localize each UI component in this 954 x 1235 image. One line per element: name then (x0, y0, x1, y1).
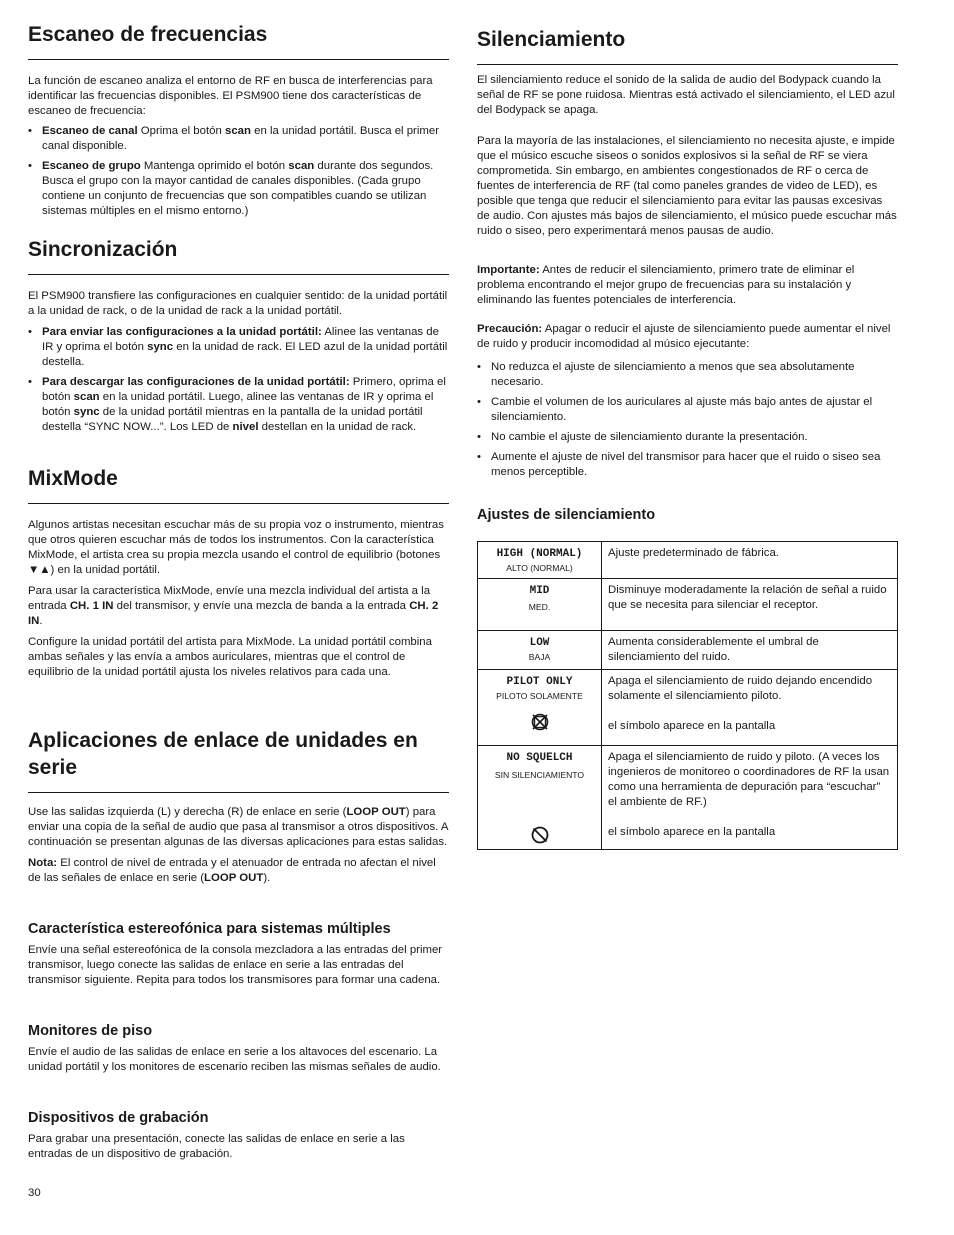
heading-estereo: Característica estereofónica para sistemas múltiples (28, 921, 391, 937)
heading-monitores: Monitores de piso (28, 1023, 153, 1039)
estereo-text: Envíe una señal estereofónica de la consola mezcladora a las entradas del primer transmisor, luego conecte las salidas de enlace en serie a las entradas del transmisor siguiente. Repita para todos los transmisores para formar una cadena. (28, 944, 443, 986)
list-item: • Para enviar las configuraciones a la unidad portátil: Alinee las ventanas de IR y oprima el botón sync en la unidad de rack. El LED azul de la unidad portátil destella. (28, 325, 449, 370)
sincronizacion-intro: El PSM900 transfiere las configuraciones en cualquier sentido: de la unidad portátil a la unidad de rack, o de la unidad de rack a la unidad portátil. (28, 290, 448, 317)
mixmode-p1: Algunos artistas necesitan escuchar más de su propia voz o instrumento, mientras que otros quieren escuchar más de todos los instrumentos. Con la característica MixMode, el artista crea su propia mezcla usando el control de equilibrio (botones ▼▲) en la unidad portátil. (28, 519, 444, 576)
list-item: • Aumente el ajuste de nivel del transmisor para hacer que el ruido o siseo sea menos perceptible. (477, 450, 898, 480)
page-number: 30 (28, 1187, 41, 1199)
subsection-estereo (28, 920, 449, 988)
section-sincronizacion (28, 237, 449, 275)
table-row (478, 670, 898, 746)
heading-mixmode: MixMode (28, 466, 449, 504)
desc-cell: Disminuye moderadamente la relación de señal a ruido que se necesita para silenciar el receptor. (602, 579, 898, 631)
list-item: • Escaneo de canal Oprima el botón scan en la unidad portátil. Busca el primer canal disponible. (28, 124, 449, 154)
desc-cell: Apaga el silenciamiento de ruido y piloto. (A veces los ingenieros de monitoreo o coordinadores de RF la usan como una herramienta de depuración para “escuchar” el ambiente de RF.) el símbolo aparece en la pantalla (602, 746, 898, 850)
no-squelch-icon (530, 825, 550, 845)
heading-enlace: Aplicaciones de enlace de unidades en serie (28, 727, 449, 793)
pilot-only-icon (530, 712, 550, 732)
enlace-body (28, 805, 449, 886)
grabacion-text: Para grabar una presentación, conecte las salidas de enlace en serie a las entradas de un dispositivo de grabación. (28, 1133, 405, 1160)
enlace-p1: Use las salidas izquierda (L) y derecha (R) de enlace en serie (LOOP OUT) para enviar una copia de la señal de audio que pasa al transmisor a otros dispositivos. A continuación se presentan algunas de las diversas aplicaciones para estas salidas. (28, 806, 448, 848)
heading-sincronizacion: Sincronización (28, 237, 449, 275)
subsection-grabacion (28, 1109, 449, 1162)
precaucion-note: Precaución: Apagar o reducir el ajuste de silenciamiento puede aumentar el nivel de ruido y producir incomodidad al músico ejecutante: (477, 323, 891, 350)
table-row (478, 579, 898, 631)
mode-cell: MID MED. (478, 579, 602, 631)
heading-grabacion: Dispositivos de grabación (28, 1110, 209, 1126)
mixmode-body (28, 518, 449, 680)
silenciamiento-p1: El silenciamiento reduce el sonido de la salida de audio del Bodypack cuando la señal de RF se pone ruidosa. Mientras está activado el silenciamiento, el LED azul del Bodypack se apaga. (477, 74, 895, 116)
table-row (478, 746, 898, 850)
table-heading: Ajustes de silenciamiento (477, 507, 656, 523)
list-item: • Escaneo de grupo Mantenga oprimido el botón scan durante dos segundos. Busca el grupo con la mayor cantidad de canales disponibles. (Cada grupo contiene un conjunto de frecuencias que son compatibles cuando se utilizan sistemas múltiples en el mismo entorno.) (28, 159, 449, 219)
mixmode-p2: Para usar la característica MixMode, envíe una mezcla individual del artista a la entrada CH. 1 IN del transmisor, y envíe una mezcla de banda a la entrada CH. 2 IN. (28, 585, 439, 627)
subsection-monitores (28, 1022, 449, 1075)
list-item: • No reduzca el ajuste de silenciamiento a menos que sea absolutamente necesario. (477, 360, 898, 390)
mode-cell: NO SQUELCH SIN SILENCIAMIENTO (478, 746, 602, 850)
mode-cell: HIGH (NORMAL) ALTO (NORMAL) (478, 542, 602, 579)
desc-cell: Aumenta considerablemente el umbral de silenciamiento del ruido. (602, 631, 898, 670)
mode-cell: LOW BAJA (478, 631, 602, 670)
enlace-nota: Nota: El control de nivel de entrada y el atenuador de entrada no afectan el nivel de las señales de enlace en serie (LOOP OUT). (28, 857, 436, 884)
silenciamiento-body (477, 73, 898, 480)
table-row (478, 631, 898, 670)
silenciamiento-p2: Para la mayoría de las instalaciones, el silenciamiento no necesita ajuste, e impide que el músico escuche siseos o sonidos explosivos si la señal de RF se viera comprometida. Sin embargo, en ambientes congestionados de RF o cerca de fuentes de interferencia de RF (tal como paneles grandes de video de LED), es posible que tenga que reducir el silenciamiento para evitar las pausas excesivas de audio. Con ajustes más bajos de silenciamiento, el músico puede escuchar más ruido o siseo, pero experimentará menos pausas de audio. (477, 135, 897, 237)
heading-escaneo: Escaneo de frecuencias (28, 22, 449, 60)
mixmode-p3: Configure la unidad portátil del artista para MixMode. La unidad portátil combina ambas señales y las envía a ambos auriculares, mientras que el control de equilibrio de la unidad portátil ajusta los niveles relativos para cada una. (28, 636, 432, 678)
sincronizacion-body (28, 289, 449, 435)
table-row (478, 542, 898, 579)
desc-cell: Ajuste predeterminado de fábrica. (602, 542, 898, 579)
precaucion-list (477, 360, 898, 480)
escaneo-intro: La función de escaneo analiza el entorno de RF en busca de interferencias para identificar las frecuencias disponibles. El PSM900 tiene dos características de escaneo de frecuencia: (28, 75, 433, 117)
list-item: • Para descargar las configuraciones de la unidad portátil: Primero, oprima el botón scan en la unidad portátil. Luego, alinee las ventanas de IR y oprima el botón sync de la unidad portátil mientras en la pantalla de la unidad portátil destella “SYNC NOW...”. Los LED de nivel destellan en la unidad de rack. (28, 375, 449, 435)
squelch-table (477, 541, 898, 850)
sincronizacion-list (28, 325, 449, 435)
desc-cell: Apaga el silenciamiento de ruido dejando encendido solamente el silenciamiento piloto. el símbolo aparece en la pantalla (602, 670, 898, 746)
escaneo-body (28, 74, 449, 219)
monitores-text: Envíe el audio de las salidas de enlace en serie a los altavoces del escenario. La unidad portátil y los monitores de escenario reciben las mismas señales de audio. (28, 1046, 441, 1073)
section-enlace (28, 727, 449, 793)
section-silenciamiento (477, 27, 898, 65)
section-escaneo (28, 22, 449, 60)
table-heading-wrap (477, 506, 898, 524)
heading-silenciamiento: Silenciamiento (477, 27, 898, 65)
importante-note: Importante: Antes de reducir el silenciamiento, primero trate de eliminar el problema encontrando el mejor grupo de frecuencias para su instalación y eliminando las fuentes potenciales de interferencia. (477, 264, 855, 306)
section-mixmode (28, 466, 449, 504)
mode-cell: PILOT ONLY PILOTO SOLAMENTE (478, 670, 602, 746)
list-item: • Cambie el volumen de los auriculares al ajuste más bajo antes de ajustar el silenciamiento. (477, 395, 898, 425)
escaneo-list (28, 124, 449, 219)
list-item: • No cambie el ajuste de silenciamiento durante la presentación. (477, 430, 898, 445)
